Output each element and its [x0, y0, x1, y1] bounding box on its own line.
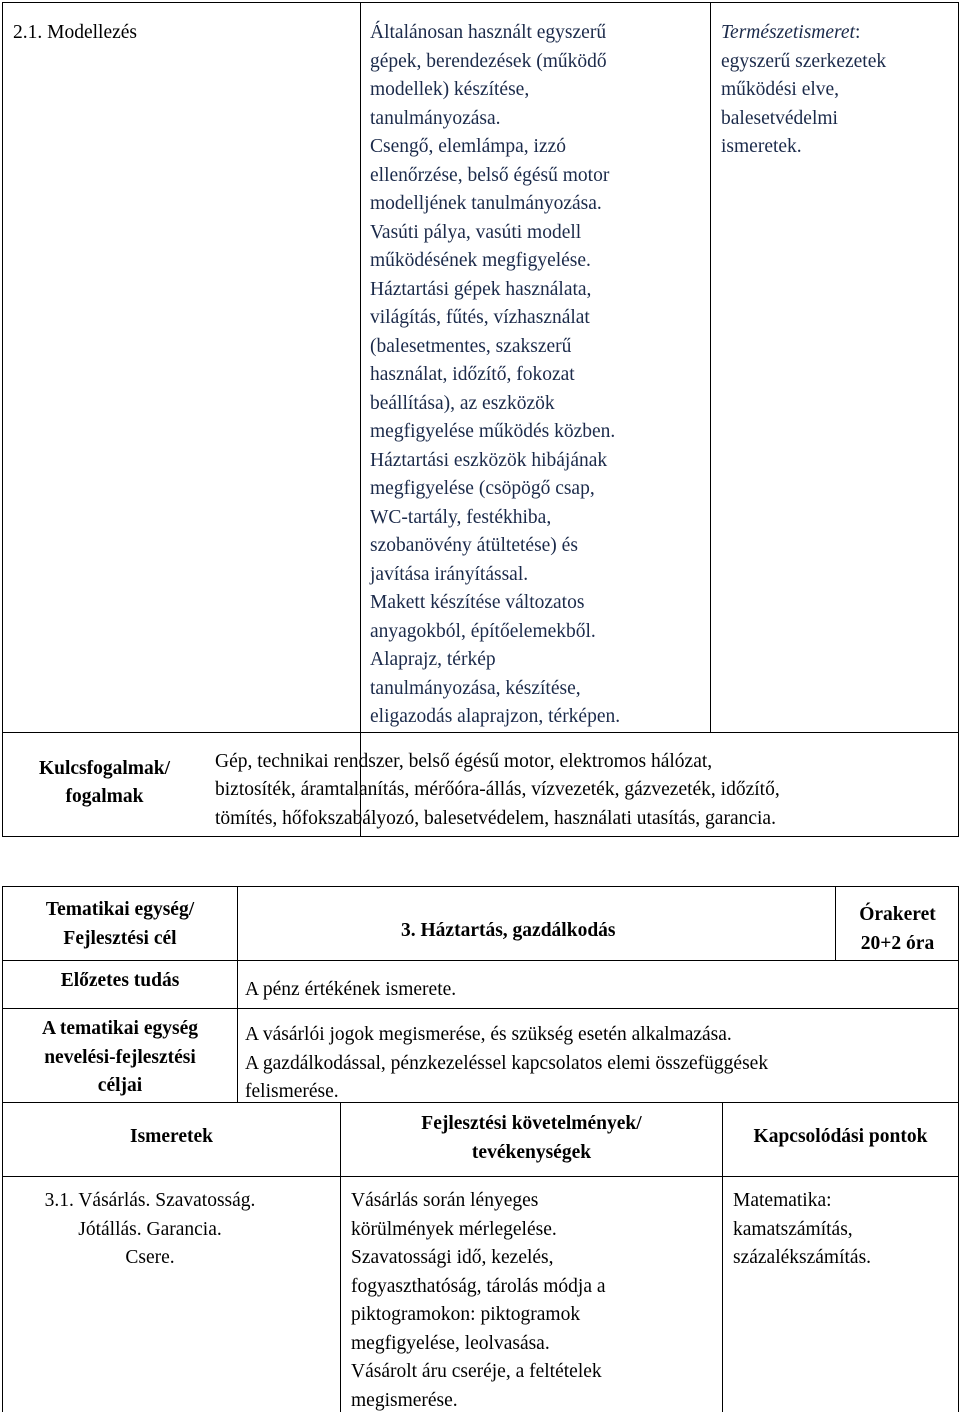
modelling-row: [3, 3, 959, 733]
column-header-connections: [723, 1103, 959, 1177]
unit-header-cell: [3, 887, 959, 961]
key-concepts-label-line: fogalmak: [65, 786, 144, 807]
column-headers-row: [3, 1103, 959, 1177]
goals-value: [245, 1021, 768, 1107]
activity-line: Alaprajz, térkép: [370, 649, 496, 670]
goals-line: A vásárlói jogok megismerése, és szükség esetén alkalmazása.: [245, 1024, 732, 1045]
activity-line: javítása irányítással.: [370, 563, 529, 585]
divider: [237, 960, 238, 1008]
shopping-connections: [733, 1187, 958, 1273]
key-concepts-line: biztosíték, áramtalanítás, mérőóra-állás, vízvezeték, gázvezeték, időzítő,: [215, 779, 780, 800]
requirements-header-line: Fejlesztési követelmények/: [421, 1113, 642, 1134]
key-concepts-label-line: Kulcsfogalmak/: [38, 757, 171, 779]
activity-line: tanulmányozása, készítése,: [370, 677, 581, 699]
prior-knowledge-cell: [3, 961, 959, 1009]
connection-subject: Természetismeret: [721, 22, 855, 43]
connection-suffix: :: [854, 22, 861, 43]
goals-row: [3, 1009, 959, 1103]
activity-line: szobanövény átültetése) és: [370, 535, 578, 556]
knowledge-line: Csere.: [125, 1247, 175, 1268]
goals-label-line: nevelési-fejlesztési: [44, 1046, 196, 1068]
activity-line: megfigyelése működés közben.: [370, 421, 616, 442]
shopping-connections-cell: [723, 1177, 959, 1412]
activity-line: Szavatossági idő, kezelés,: [351, 1247, 554, 1268]
knowledge-line: 3.1. Vásárlás. Szavatosság.: [44, 1190, 256, 1211]
column-header-knowledge: [3, 1103, 341, 1177]
section-title: 2.1. Modellezés: [13, 22, 138, 43]
unit-label-line: Tematikai egység/: [45, 899, 195, 920]
hours-value: 20+2 óra: [860, 932, 935, 954]
hours-label: Órakeret: [859, 904, 936, 925]
knowledge-line: Jótállás. Garancia.: [78, 1218, 222, 1240]
activity-line: Vásárlás során lényeges: [351, 1190, 539, 1211]
divider: [237, 1008, 238, 1102]
activity-line: Vásárolt áru cseréje, a feltételek: [351, 1361, 602, 1382]
prior-knowledge-row: [3, 961, 959, 1009]
activities-list: [370, 19, 710, 732]
connection-line: egyszerű szerkezetek: [721, 50, 887, 72]
activity-line: Csengő, elemlámpa, izzó: [370, 136, 567, 157]
unit-title: 3. Háztartás, gazdálkodás: [401, 920, 616, 941]
key-concepts-row: [3, 732, 959, 836]
connections-header-label: Kapcsolódási pontok: [753, 1126, 928, 1147]
unit-header-row: [3, 887, 959, 961]
key-concepts-line: tömítés, hőfokszabályozó, balesetvédelem, használati utasítás, garancia.: [215, 807, 776, 829]
activity-line: megfigyelése (csöpögő csap,: [370, 478, 595, 499]
goals-line: felismerése.: [245, 1081, 339, 1102]
key-concepts-line: Gép, technikai rendszer, belső égésű motor, elektromos hálózat,: [215, 750, 713, 772]
shopping-activities-cell: [341, 1177, 723, 1412]
goals-line: A gazdálkodással, pénzkezeléssel kapcsolatos elemi összefüggések: [245, 1052, 769, 1074]
activity-line: modelljének tanulmányozása.: [370, 193, 602, 214]
shopping-row: [3, 1177, 959, 1412]
activity-line: ellenőrzése, belső égésű motor: [370, 164, 610, 186]
prior-knowledge-label: Előzetes tudás: [60, 970, 180, 991]
activity-line: Makett készítése változatos: [370, 592, 585, 613]
curriculum-table-household: [2, 886, 959, 1412]
activity-line: világítás, fűtés, vízhasználat: [370, 307, 590, 328]
hours-box: [835, 887, 959, 961]
goals-label-line: céljai: [97, 1075, 143, 1096]
activity-line: működésének megfigyelése.: [370, 250, 591, 271]
curriculum-table-top: [2, 2, 959, 837]
activity-line: gépek, berendezések (működő: [370, 50, 607, 72]
section-cell: [3, 3, 361, 733]
goals-cell: [3, 1009, 959, 1103]
key-concepts-label: [3, 755, 206, 812]
connection-lines: [721, 48, 958, 162]
key-concepts-content: [215, 748, 812, 834]
requirements-header-line: tevékenységek: [471, 1141, 592, 1163]
divider: [237, 887, 238, 960]
connection-line: balesetvédelmi: [721, 107, 838, 129]
connection-line: kamatszámítás,: [733, 1218, 853, 1240]
activity-line: Vasúti pálya, vasúti modell: [370, 221, 582, 243]
requirements-header-label: [341, 1110, 722, 1167]
knowledge-header-label: Ismeretek: [129, 1126, 214, 1147]
activity-line: beállítása), az eszközök: [370, 392, 555, 414]
activity-line: modellek) készítése,: [370, 79, 530, 100]
activity-line: WC-tartály, festékhiba,: [370, 506, 552, 528]
activity-line: eligazodás alaprajzon, térképen.: [370, 706, 621, 727]
activity-line: anyagokból, építőelemekből.: [370, 620, 596, 642]
activity-line: Háztartási gépek használata,: [370, 278, 592, 300]
shopping-activities: [351, 1187, 722, 1412]
connection-line: ismeretek.: [721, 136, 802, 157]
activity-line: (balesetmentes, szakszerű: [370, 335, 572, 357]
activities-cell: [361, 3, 711, 733]
prior-knowledge-value: A pénz értékének ismerete.: [245, 979, 457, 1000]
unit-label-line: Fejlesztési cél: [63, 927, 177, 949]
unit-label: [3, 896, 237, 953]
activity-line: tanulmányozása.: [370, 107, 501, 129]
connection-heading: [721, 19, 958, 48]
shopping-knowledge: [15, 1187, 285, 1273]
activity-line: megismerése.: [351, 1389, 458, 1411]
shopping-knowledge-cell: [3, 1177, 341, 1412]
activity-line: megfigyelése, leolvasása.: [351, 1332, 550, 1354]
connection-line: működési elve,: [721, 79, 840, 100]
activity-line: körülmények mérlegelése.: [351, 1218, 557, 1240]
activity-line: Általánosan használt egyszerű: [370, 22, 607, 43]
goals-label-line: A tematikai egység: [42, 1018, 198, 1039]
connections-cell: [711, 3, 959, 733]
column-header-requirements: [341, 1103, 723, 1177]
activity-line: Háztartási eszközök hibájának: [370, 449, 608, 471]
key-concepts-content-cell: [215, 732, 959, 836]
activity-line: piktogramokon: piktogramok: [351, 1304, 581, 1325]
connection-line: százalékszámítás.: [733, 1247, 872, 1268]
goals-label: [3, 1015, 237, 1101]
activity-line: fogyaszthatóság, tárolás módja a: [351, 1275, 606, 1297]
activity-line: használat, időzítő, fokozat: [370, 364, 575, 385]
connection-line: Matematika:: [733, 1190, 832, 1211]
